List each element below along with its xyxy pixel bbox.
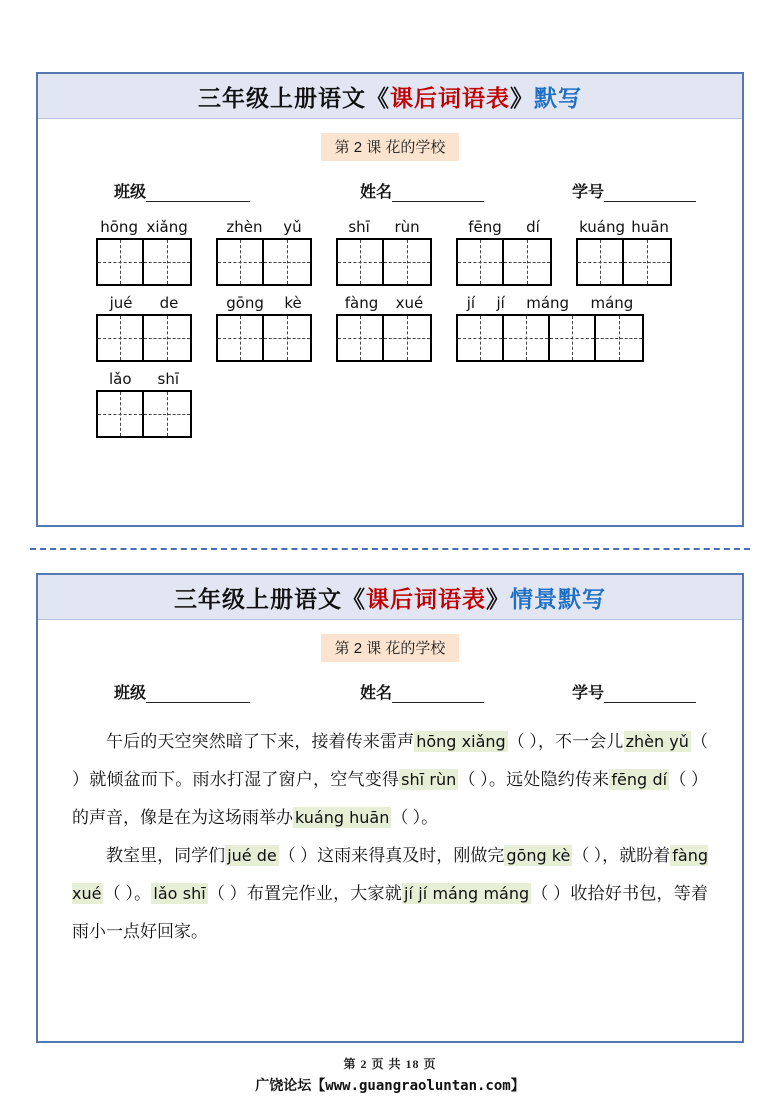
tianzige-cell[interactable]: [264, 316, 310, 360]
student-id-field-group: [572, 179, 696, 202]
pinyin-syllable: yǔ: [283, 218, 302, 236]
worksheet-card-dictation: [36, 72, 744, 527]
pinyin-syllable: xué: [395, 294, 424, 312]
pinyin-label: [336, 294, 432, 312]
tianzige-cell[interactable]: [624, 240, 670, 284]
passage-pinyin-hint: hōng xiǎng: [416, 732, 506, 751]
tianzige-cell[interactable]: [144, 240, 190, 284]
student-id-label: 学号: [572, 184, 605, 201]
passage-text: 教室里，同学们: [106, 846, 226, 865]
tianzige-cell[interactable]: [504, 316, 550, 360]
passage-pinyin-hint: zhèn yǔ: [625, 732, 689, 751]
tianzige-cell[interactable]: [384, 316, 430, 360]
tianzige-cell[interactable]: [144, 392, 190, 436]
title-prefix: 三年级上册语文《: [198, 85, 390, 111]
pinyin-syllable: gōng: [226, 294, 264, 312]
tianzige-cell[interactable]: [338, 240, 384, 284]
passage-pinyin-hint: jí jí máng máng: [404, 884, 530, 903]
tianzige-cell[interactable]: [504, 240, 550, 284]
tianzige-cell[interactable]: [144, 316, 190, 360]
pinyin-syllable: máng: [590, 294, 634, 312]
passage-text: （ ），就盼着: [572, 846, 671, 865]
tianzige-cell[interactable]: [578, 240, 624, 284]
student-info-row-context: [38, 680, 742, 703]
passage-pinyin-hint: kuáng huān: [295, 808, 390, 827]
title-suffix: 》: [486, 586, 510, 612]
passage-pinyin-hint: gōng kè: [506, 846, 571, 865]
tianzige-grid[interactable]: [336, 314, 432, 362]
lesson-badge-context: 第 2 课 花的学校: [321, 634, 460, 662]
passage-pinyin-hint: shī rùn: [401, 770, 457, 789]
passage-text: （ ），不一会儿: [507, 732, 624, 751]
tianzige-cell[interactable]: [338, 316, 384, 360]
student-info-row-dictation: [38, 179, 742, 202]
passage-text: （ ）布置完作业，大家就: [207, 884, 403, 903]
tianzige-cell[interactable]: [98, 240, 144, 284]
lesson-badge-row-context: [38, 634, 742, 662]
pinyin-word-group: [456, 218, 552, 286]
pinyin-label: [336, 218, 432, 236]
tianzige-cell[interactable]: [458, 240, 504, 284]
tianzige-cell[interactable]: [550, 316, 596, 360]
passage-pinyin-hint: fēng dí: [611, 770, 668, 789]
tianzige-grid[interactable]: [96, 390, 192, 438]
pinyin-grid-row: [96, 218, 742, 286]
pinyin-syllable: de: [159, 294, 179, 312]
passage-text: （ ）就倾盆而下。雨水打湿了窗户，空气变得: [72, 732, 709, 789]
pinyin-syllable: jí: [496, 294, 505, 312]
tianzige-grid[interactable]: [216, 238, 312, 286]
pinyin-word-group: [336, 294, 432, 362]
passage-text: （ ）。: [103, 884, 152, 903]
pinyin-syllable: kè: [284, 294, 302, 312]
page-cut-separator: [30, 548, 750, 550]
tianzige-cell[interactable]: [98, 392, 144, 436]
pinyin-word-group: [96, 294, 192, 362]
pinyin-word-group: [216, 294, 312, 362]
lesson-badge-dictation: 第 2 课 花的学校: [321, 133, 460, 161]
pinyin-syllable: hōng: [100, 218, 138, 236]
student-id-label: 学号: [572, 685, 605, 702]
worksheet-title-dictation: [198, 80, 582, 113]
student-id-input-blank[interactable]: [604, 186, 696, 202]
passage-paragraph: [72, 837, 708, 951]
pinyin-syllable: xiǎng: [146, 218, 188, 236]
tianzige-grid[interactable]: [456, 238, 552, 286]
tianzige-grid[interactable]: [216, 314, 312, 362]
tianzige-cell[interactable]: [458, 316, 504, 360]
pinyin-label: [456, 294, 644, 312]
tianzige-grid[interactable]: [336, 238, 432, 286]
page-number-label: 第 2 页 共 18 页: [343, 1057, 437, 1071]
name-input-blank[interactable]: [392, 687, 484, 703]
name-input-blank[interactable]: [392, 186, 484, 202]
pinyin-syllable: máng: [526, 294, 570, 312]
lesson-badge-row-dictation: [38, 133, 742, 161]
title-highlight: 课后词语表: [390, 85, 510, 111]
worksheet-title-bar-dictation: [38, 74, 742, 119]
worksheet-card-context-dictation: [36, 573, 744, 1043]
class-label: 班级: [114, 685, 147, 702]
student-id-input-blank[interactable]: [604, 687, 696, 703]
tianzige-cell[interactable]: [218, 316, 264, 360]
title-mode: 默写: [534, 85, 582, 111]
passage-text: （ ）收拾好书包，等着雨小一点好回家。: [72, 884, 709, 941]
pinyin-syllable: zhèn: [226, 218, 263, 236]
passage-text: （ ）的声音，像是在为这场雨举办: [72, 770, 708, 827]
tianzige-grid[interactable]: [96, 238, 192, 286]
page-footer: [0, 1055, 780, 1095]
pinyin-word-group: [216, 218, 312, 286]
pinyin-word-group: [456, 294, 644, 362]
pinyin-syllable: jué: [109, 294, 133, 312]
pinyin-syllable: rùn: [394, 218, 420, 236]
passage-pinyin-hint: fàng xué: [72, 846, 709, 903]
tianzige-cell[interactable]: [98, 316, 144, 360]
pinyin-syllable: lǎo: [108, 370, 132, 388]
pinyin-label: [96, 370, 192, 388]
class-field-group: [114, 680, 250, 703]
pinyin-label: [96, 218, 192, 236]
tianzige-grid[interactable]: [96, 314, 192, 362]
tianzige-grid[interactable]: [456, 314, 644, 362]
pinyin-syllable: fàng: [344, 294, 379, 312]
title-prefix: 三年级上册语文《: [174, 586, 366, 612]
class-input-blank[interactable]: [146, 687, 250, 703]
pinyin-label: [456, 218, 552, 236]
pinyin-label: [96, 294, 192, 312]
pinyin-label: [576, 218, 672, 236]
pinyin-label: [216, 294, 312, 312]
pinyin-syllable: fēng: [468, 218, 502, 236]
tianzige-cell[interactable]: [218, 240, 264, 284]
passage-text: （ ）。远处隐约传来: [458, 770, 610, 789]
tianzige-cell[interactable]: [596, 316, 642, 360]
passage-paragraph: [72, 723, 708, 837]
title-mode: 情景默写: [510, 586, 606, 612]
passage-pinyin-hint: jué de: [227, 846, 277, 865]
title-suffix: 》: [510, 85, 534, 111]
pinyin-grid-row: [96, 294, 742, 362]
tianzige-cell[interactable]: [384, 240, 430, 284]
passage-text: （ ）。: [391, 808, 439, 827]
worksheet-title-context: [174, 581, 606, 614]
class-field-group: [114, 179, 250, 202]
pinyin-syllable: shī: [348, 218, 370, 236]
pinyin-syllable: jí: [466, 294, 476, 312]
pinyin-grid-row: [96, 370, 742, 438]
passage-pinyin-hint: lǎo shī: [153, 884, 206, 903]
tianzige-cell[interactable]: [264, 240, 310, 284]
tianzige-grid[interactable]: [576, 238, 672, 286]
class-input-blank[interactable]: [146, 186, 250, 202]
worksheet-title-bar-context: [38, 575, 742, 620]
pinyin-word-group: [576, 218, 672, 286]
pinyin-grid-section: [38, 218, 742, 438]
pinyin-label: [216, 218, 312, 236]
pinyin-syllable: kuáng: [579, 218, 626, 236]
pinyin-syllable: shī: [157, 370, 180, 388]
context-passage: [38, 723, 742, 951]
name-label: 姓名: [360, 184, 393, 201]
student-id-field-group: [572, 680, 696, 703]
class-label: 班级: [114, 184, 147, 201]
name-field-group: [360, 179, 484, 202]
pinyin-word-group: [96, 218, 192, 286]
title-highlight: 课后词语表: [366, 586, 486, 612]
pinyin-syllable: dí: [526, 218, 540, 236]
site-watermark: 广饶论坛【www.guangraoluntan.com】: [255, 1078, 525, 1094]
pinyin-syllable: huān: [631, 218, 669, 236]
pinyin-word-group: [96, 370, 192, 438]
pinyin-word-group: [336, 218, 432, 286]
name-field-group: [360, 680, 484, 703]
passage-text: （ ）这雨来得真及时，刚做完: [278, 846, 505, 865]
name-label: 姓名: [360, 685, 393, 702]
passage-text: 午后的天空突然暗了下来，接着传来雷声: [106, 732, 415, 751]
